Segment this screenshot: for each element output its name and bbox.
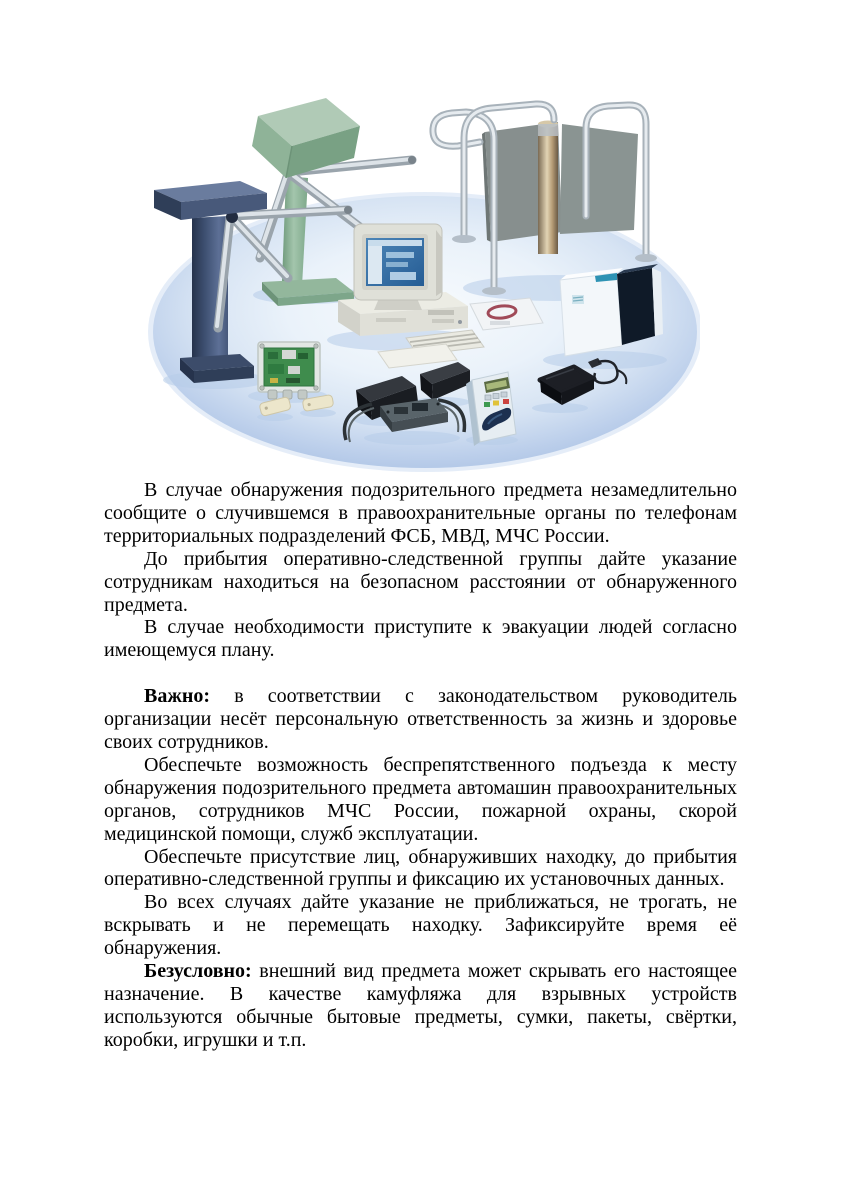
control-panel xyxy=(466,372,516,446)
paragraph-text: в соответствии с законодательством руководитель организации несёт персональную ответственность за жизнь и здоровье своих сотрудников. xyxy=(104,685,737,753)
paragraph-lead: Безусловно: xyxy=(144,960,252,983)
computer-monitor xyxy=(354,224,442,310)
gate-post xyxy=(538,124,558,254)
paragraph xyxy=(104,846,737,892)
paragraph-text: Обеспечьте присутствие лиц, обнаруживших находку, до прибытия оперативно-следственной группы и фиксацию их установочных данных. xyxy=(104,845,737,891)
paragraph xyxy=(104,548,737,617)
paragraph xyxy=(104,616,737,662)
paragraph-text: Обеспечьте возможность беспрепятственного подъезда к месту обнаружения подозрительного предмета автомашин правоохранительных органов, сотрудников МЧС России, пожарной охраны, скорой медицинской помощи, служб эксплуатации. xyxy=(104,753,737,845)
paragraph-lead: Важно: xyxy=(144,685,211,708)
paragraph-text xyxy=(104,662,109,684)
controller-pcb-box xyxy=(258,342,320,399)
equipment-illustration xyxy=(140,90,700,475)
paragraph xyxy=(104,891,737,960)
equipment-illustration-svg xyxy=(140,90,700,475)
paragraph-text: До прибытия оперативно-следственной группы дайте указание сотрудникам находиться на безопасном расстоянии от обнаруженного предмета. xyxy=(104,547,737,616)
blank-line xyxy=(104,662,737,685)
paragraph xyxy=(104,479,737,548)
paragraph xyxy=(104,685,737,754)
printer-dark-panel xyxy=(617,268,655,345)
paragraph-text: внешний вид предмета может скрывать его настоящее назначение. В качестве камуфляжа для взрывных устройств используются обычные бытовые предметы, сумки, пакеты, свёртки, коробки, игрушки и т.п. xyxy=(104,960,737,1051)
paragraph-text: В случае обнаружения подозрительного предмета незамедлительно сообщите о случившемся в правоохранительные органы по телефонам территориальных подразделений ФСБ, МВД, МЧС России. xyxy=(104,479,737,547)
paragraph-text: В случае необходимости приступите к эвакуации людей согласно имеющемуся плану. xyxy=(104,616,737,662)
paragraph xyxy=(104,960,737,1052)
paragraph xyxy=(104,754,737,846)
document-body xyxy=(104,479,737,1052)
paragraph-text: Во всех случаях дайте указание не приближаться, не трогать, не вскрывать и не перемещать находку. Зафиксируйте время её обнаружения. xyxy=(104,891,737,960)
